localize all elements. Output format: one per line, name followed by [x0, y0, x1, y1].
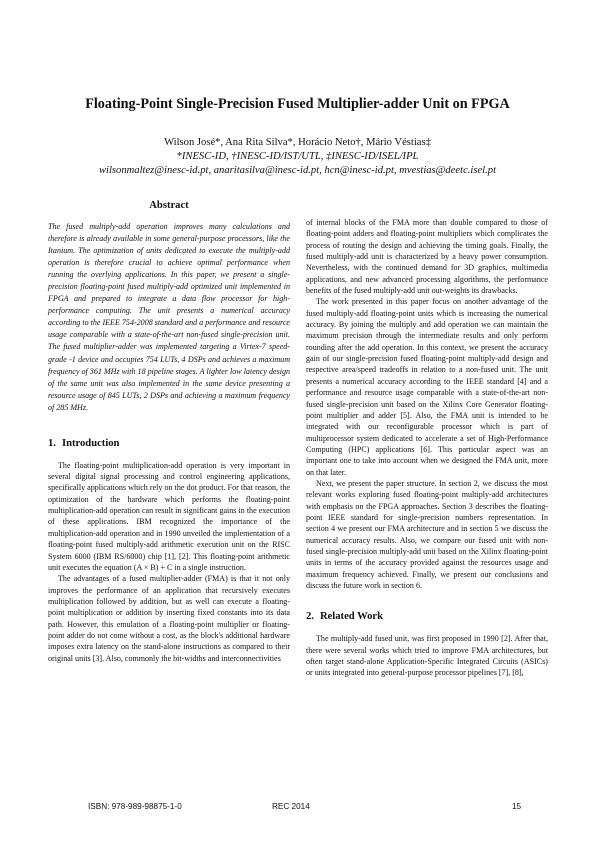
author-block [0, 136, 595, 178]
body-paragraph: of internal blocks of the FMA more than double compared to those of floating-point adders and floating-point multipliers which complicates the process of routing the design and achieving the timing goals. Finally, the fused multiply-add unit is characterized by a heavy power consumption. Nevertheless, with the continued demand for 3D graphics, multimedia applications, and new advanced processing algorithms, the performance benefits of the fused multiply-add unit out-weights its drawbacks. [306, 218, 548, 296]
intro-paragraph-1: The floating-point multiplication-add operation is very important in several digital signal processing and control engineering applications, specifically applications which rely on the dot product. For that reason, the optimization of the hardware which performs the floating-point multiplication-add operation can result in significant gains in the execution of these applications. IBM recognized the importance of the multiplication-add operation and in 1990 unveiled the implementation of a floating-point fused multiply-add arithmetic execution unit on the RISC System 6000 (IBM RS/6000) chip [1], [2]. This floating-point arithmetic unit executes the equation (A × B) + C in a single instruction. [48, 460, 290, 572]
page-number: 15 [512, 802, 522, 811]
body-paragraph: Next, we present the paper structure. In section 2, we discuss the most relevant works exploring fused floating-point multiply-add architectures with emphasis on the FPGA approaches. Section 3 describes the floating-point IEEE standard for single-precision numbers representation. In section 4 we present our FMA architecture and in section 5 we discuss the numerical accuracy results. Also, we compare our fused unit with non-fused single-precision multiply-add unit based on the Xilinx floating-point units in terms of the accuracy provided against the resources usage and maximum frequency achieved. Finally, we present our conclusions and discuss the future work in section 6. [306, 478, 548, 590]
section-heading-introduction [48, 438, 290, 449]
paper-title: Floating-Point Single-Precision Fused Multiplier-adder Unit on FPGA [85, 96, 510, 112]
left-column [48, 200, 290, 664]
footer-conference: REC 2014 [272, 802, 310, 811]
author-emails: wilsonmaltez@inesc-id.pt, anaritasilva@inesc-id.pt, hcn@inesc-id.pt, mvestias@deetc.isel.pt [98, 165, 497, 176]
intro-paragraph-2: The advantages of a fused multiplier-adder (FMA) is that it not only improves the performance of an application that recursively executes multiplication followed by addition, but as well can execute a floating-point multiplication or addition by inserting fixed constants into its data path. However, this emulation of a floating-point multiplier or floating-point adder do not come without a cost, as the block's additional hardware imposes extra latency on the stand-alone instructions as compared to their original units [3]. Also, commonly the bit-widths and interconnectivities [48, 574, 290, 663]
section-number: 1. [48, 437, 56, 449]
author-affiliations: *INESC-ID, †INESC-ID/IST/UTL, ‡INESC-ID/ISEL/IPL [176, 151, 419, 162]
body-paragraph: The work presented in this paper focus on another advantage of the fused multiply-add floating-point units which is increasing the numerical accuracy. By joining the multiply and add operation we can maintain the maximum precision through the intermediate results and only perform rounding after the add operation. In this context, we present the accuracy gain of our single-precision fused floating-point multiply-add design and respective area/speed tradeoffs in relation to a non-fused unit. The unit presents a numerical accuracy according to the IEEE standard [4] and a performance and resource usage comparable with a state-of-the-art non-fused single-precision unit based on the Xilinx Core Generator floating-point multiplier and adder [5]. Also, the FMA unit is intended to be integrated with our reconfigurable processor which is part of multiprocessor system dedicated to accelerate a set of High-Performance Computing (HPC) applications [6]. This particular aspect was an important one to take into account when we designed the FMA unit, more on that later. [306, 297, 548, 477]
author-names: Wilson José*, Ana Rita Silva*, Horácio Neto†, Mário Véstias‡ [164, 137, 431, 148]
footer-isbn: ISBN: 978-989-98875-1-0 [88, 802, 182, 811]
related-work-paragraph: The multiply-add fused unit, was first proposed in 1990 [2]. After that, there were several works which tried to improve FMA architectures, but often target stand-alone Application-Specific Integrated Circuits (ASICs) or units integrated into general-purpose processor pipelines [7], [8], [306, 634, 548, 678]
right-column [306, 217, 548, 679]
section-heading-related-work [306, 611, 548, 622]
section-title: Related Work [319, 611, 384, 623]
section-number: 2. [306, 611, 314, 623]
abstract-heading: Abstract [149, 200, 189, 211]
section-title: Introduction [61, 437, 120, 449]
abstract-text: The fused multiply-add operation improves many calculations and therefore is already available in some general-purpose processors, like the Itanium. The optimization of units dedicated to execute the multiply-add operation is therefore crucial to achieve optimal performance when running the overlying applications. In this paper, we present a single-precision floating-point fused multiply-add optimized unit implemented in FPGA and prepared to integrate a data flow processor for high-performance computing. The unit presents a numerical accuracy according to the IEEE 754-2008 standard and a performance and resource usage comparable with a state-of-the-art non-fused single-precision unit. The fused multiplier-adder was implemented targeting a Virtex-7 speed-grade -1 device and occupies 754 LUTs, 4 DSPs and achieves a maximum frequency of 361 MHz with 18 pipeline stages. A lighter low latency design of the same unit was also implemented in the same device presenting a resource usage of 845 LUTs, 2 DSPs and achieving a maximum frequency of 285 MHz. [48, 222, 290, 412]
